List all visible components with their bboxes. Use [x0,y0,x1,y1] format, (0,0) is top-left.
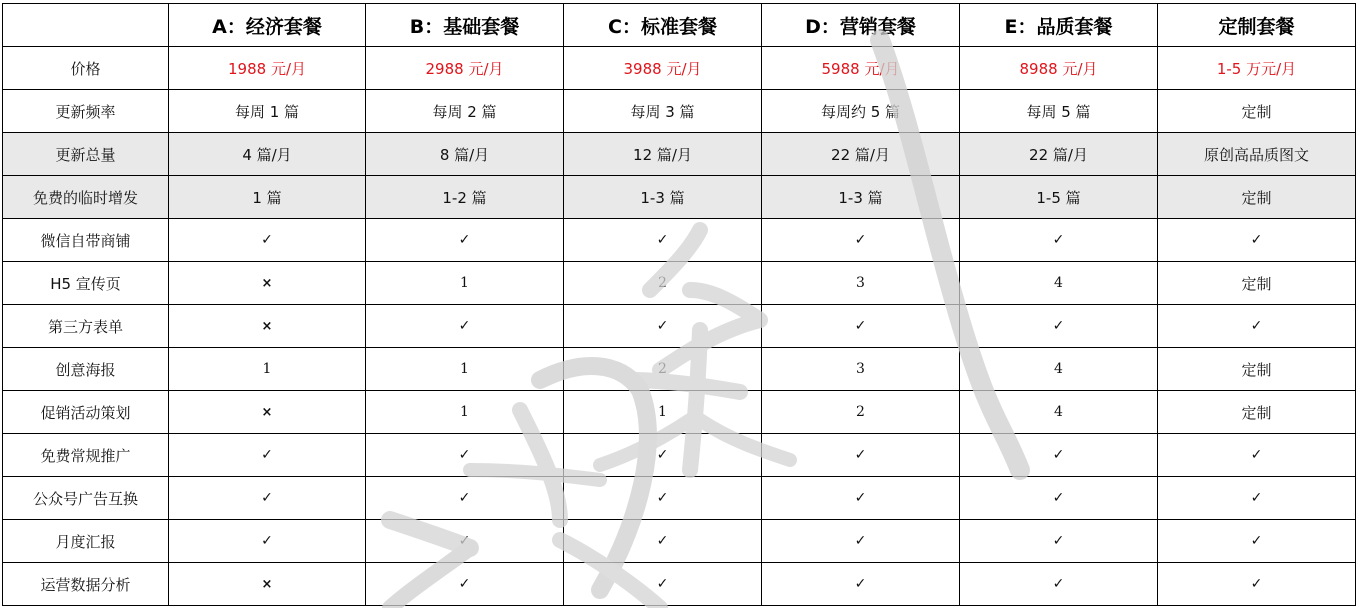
check-mark-icon: ✓ [564,520,762,563]
check-mark-icon: ✓ [564,563,762,606]
row-label: 运营数据分析 [3,563,169,606]
check-mark-icon: ✓ [564,477,762,520]
value-cell: 1988 元/月 [169,47,366,90]
check-mark-icon: ✓ [169,477,366,520]
table-row [3,90,1356,133]
value-cell: 每周 2 篇 [366,90,564,133]
check-mark-icon: ✓ [366,563,564,606]
table-body [3,47,1356,606]
value-cell: 1-5 篇 [960,176,1158,219]
value-cell: 22 篇/月 [960,133,1158,176]
check-mark-icon: ✓ [366,477,564,520]
count-cell: 1 [366,391,564,434]
plan-header-custom: 定制套餐 [1158,4,1356,47]
row-label: 第三方表单 [3,305,169,348]
value-cell: 定制 [1158,262,1356,305]
table-row [3,477,1356,520]
count-cell: 2 [762,391,960,434]
value-cell: 3988 元/月 [564,47,762,90]
check-mark-icon: ✓ [960,477,1158,520]
check-mark-icon: ✓ [1158,305,1356,348]
table-row [3,434,1356,477]
check-mark-icon: ✓ [564,219,762,262]
table-row [3,563,1356,606]
row-label: 创意海报 [3,348,169,391]
check-mark-icon: ✓ [1158,434,1356,477]
count-cell: 2 [564,348,762,391]
count-cell: 3 [762,348,960,391]
check-mark-icon: ✓ [169,219,366,262]
value-cell: 每周 1 篇 [169,90,366,133]
check-mark-icon: ✓ [366,434,564,477]
check-mark-icon: ✓ [762,563,960,606]
table-row [3,520,1356,563]
value-cell: 1-3 篇 [762,176,960,219]
value-cell: 定制 [1158,348,1356,391]
cross-mark-icon: × [169,262,366,305]
value-cell: 1-5 万元/月 [1158,47,1356,90]
check-mark-icon: ✓ [762,434,960,477]
value-cell: 定制 [1158,176,1356,219]
check-mark-icon: ✓ [564,434,762,477]
plan-header-b: B：基础套餐 [366,4,564,47]
check-mark-icon: ✓ [1158,563,1356,606]
table-row [3,219,1356,262]
check-mark-icon: ✓ [960,219,1158,262]
value-cell: 1-3 篇 [564,176,762,219]
check-mark-icon: ✓ [366,305,564,348]
value-cell: 1-2 篇 [366,176,564,219]
table-row [3,348,1356,391]
cross-mark-icon: × [169,305,366,348]
row-label: 价格 [3,47,169,90]
count-cell: 2 [564,262,762,305]
table-row [3,47,1356,90]
check-mark-icon: ✓ [366,520,564,563]
value-cell: 4 篇/月 [169,133,366,176]
value-cell: 定制 [1158,90,1356,133]
row-label: 更新总量 [3,133,169,176]
corner-cell [3,4,169,47]
table-row [3,133,1356,176]
check-mark-icon: ✓ [960,434,1158,477]
count-cell: 1 [366,262,564,305]
row-label: 更新频率 [3,90,169,133]
count-cell: 4 [960,391,1158,434]
plan-header-e: E：品质套餐 [960,4,1158,47]
count-cell: 1 [366,348,564,391]
table-row [3,391,1356,434]
count-cell: 3 [762,262,960,305]
check-mark-icon: ✓ [762,477,960,520]
cross-mark-icon: × [169,391,366,434]
check-mark-icon: ✓ [1158,520,1356,563]
row-label: 免费常规推广 [3,434,169,477]
row-label: 月度汇报 [3,520,169,563]
value-cell: 定制 [1158,391,1356,434]
check-mark-icon: ✓ [564,305,762,348]
count-cell: 4 [960,348,1158,391]
value-cell: 1 篇 [169,176,366,219]
cross-mark-icon: × [169,563,366,606]
check-mark-icon: ✓ [960,520,1158,563]
row-label: 免费的临时增发 [3,176,169,219]
value-cell: 每周 5 篇 [960,90,1158,133]
plan-header-d: D：营销套餐 [762,4,960,47]
value-cell: 12 篇/月 [564,133,762,176]
value-cell: 原创高品质图文 [1158,133,1356,176]
check-mark-icon: ✓ [169,520,366,563]
plan-header-c: C：标准套餐 [564,4,762,47]
plan-header-a: A：经济套餐 [169,4,366,47]
check-mark-icon: ✓ [960,305,1158,348]
value-cell: 每周约 5 篇 [762,90,960,133]
value-cell: 2988 元/月 [366,47,564,90]
check-mark-icon: ✓ [169,434,366,477]
header-row [3,4,1356,47]
count-cell: 4 [960,262,1158,305]
count-cell: 1 [564,391,762,434]
table-row [3,305,1356,348]
check-mark-icon: ✓ [762,520,960,563]
table-row [3,176,1356,219]
check-mark-icon: ✓ [762,219,960,262]
check-mark-icon: ✓ [1158,477,1356,520]
row-label: 微信自带商铺 [3,219,169,262]
check-mark-icon: ✓ [1158,219,1356,262]
table-row [3,262,1356,305]
row-label: H5 宣传页 [3,262,169,305]
value-cell: 每周 3 篇 [564,90,762,133]
check-mark-icon: ✓ [960,563,1158,606]
check-mark-icon: ✓ [366,219,564,262]
row-label: 公众号广告互换 [3,477,169,520]
value-cell: 5988 元/月 [762,47,960,90]
value-cell: 8 篇/月 [366,133,564,176]
count-cell: 1 [169,348,366,391]
value-cell: 22 篇/月 [762,133,960,176]
pricing-table [2,3,1356,606]
check-mark-icon: ✓ [762,305,960,348]
value-cell: 8988 元/月 [960,47,1158,90]
row-label: 促销活动策划 [3,391,169,434]
